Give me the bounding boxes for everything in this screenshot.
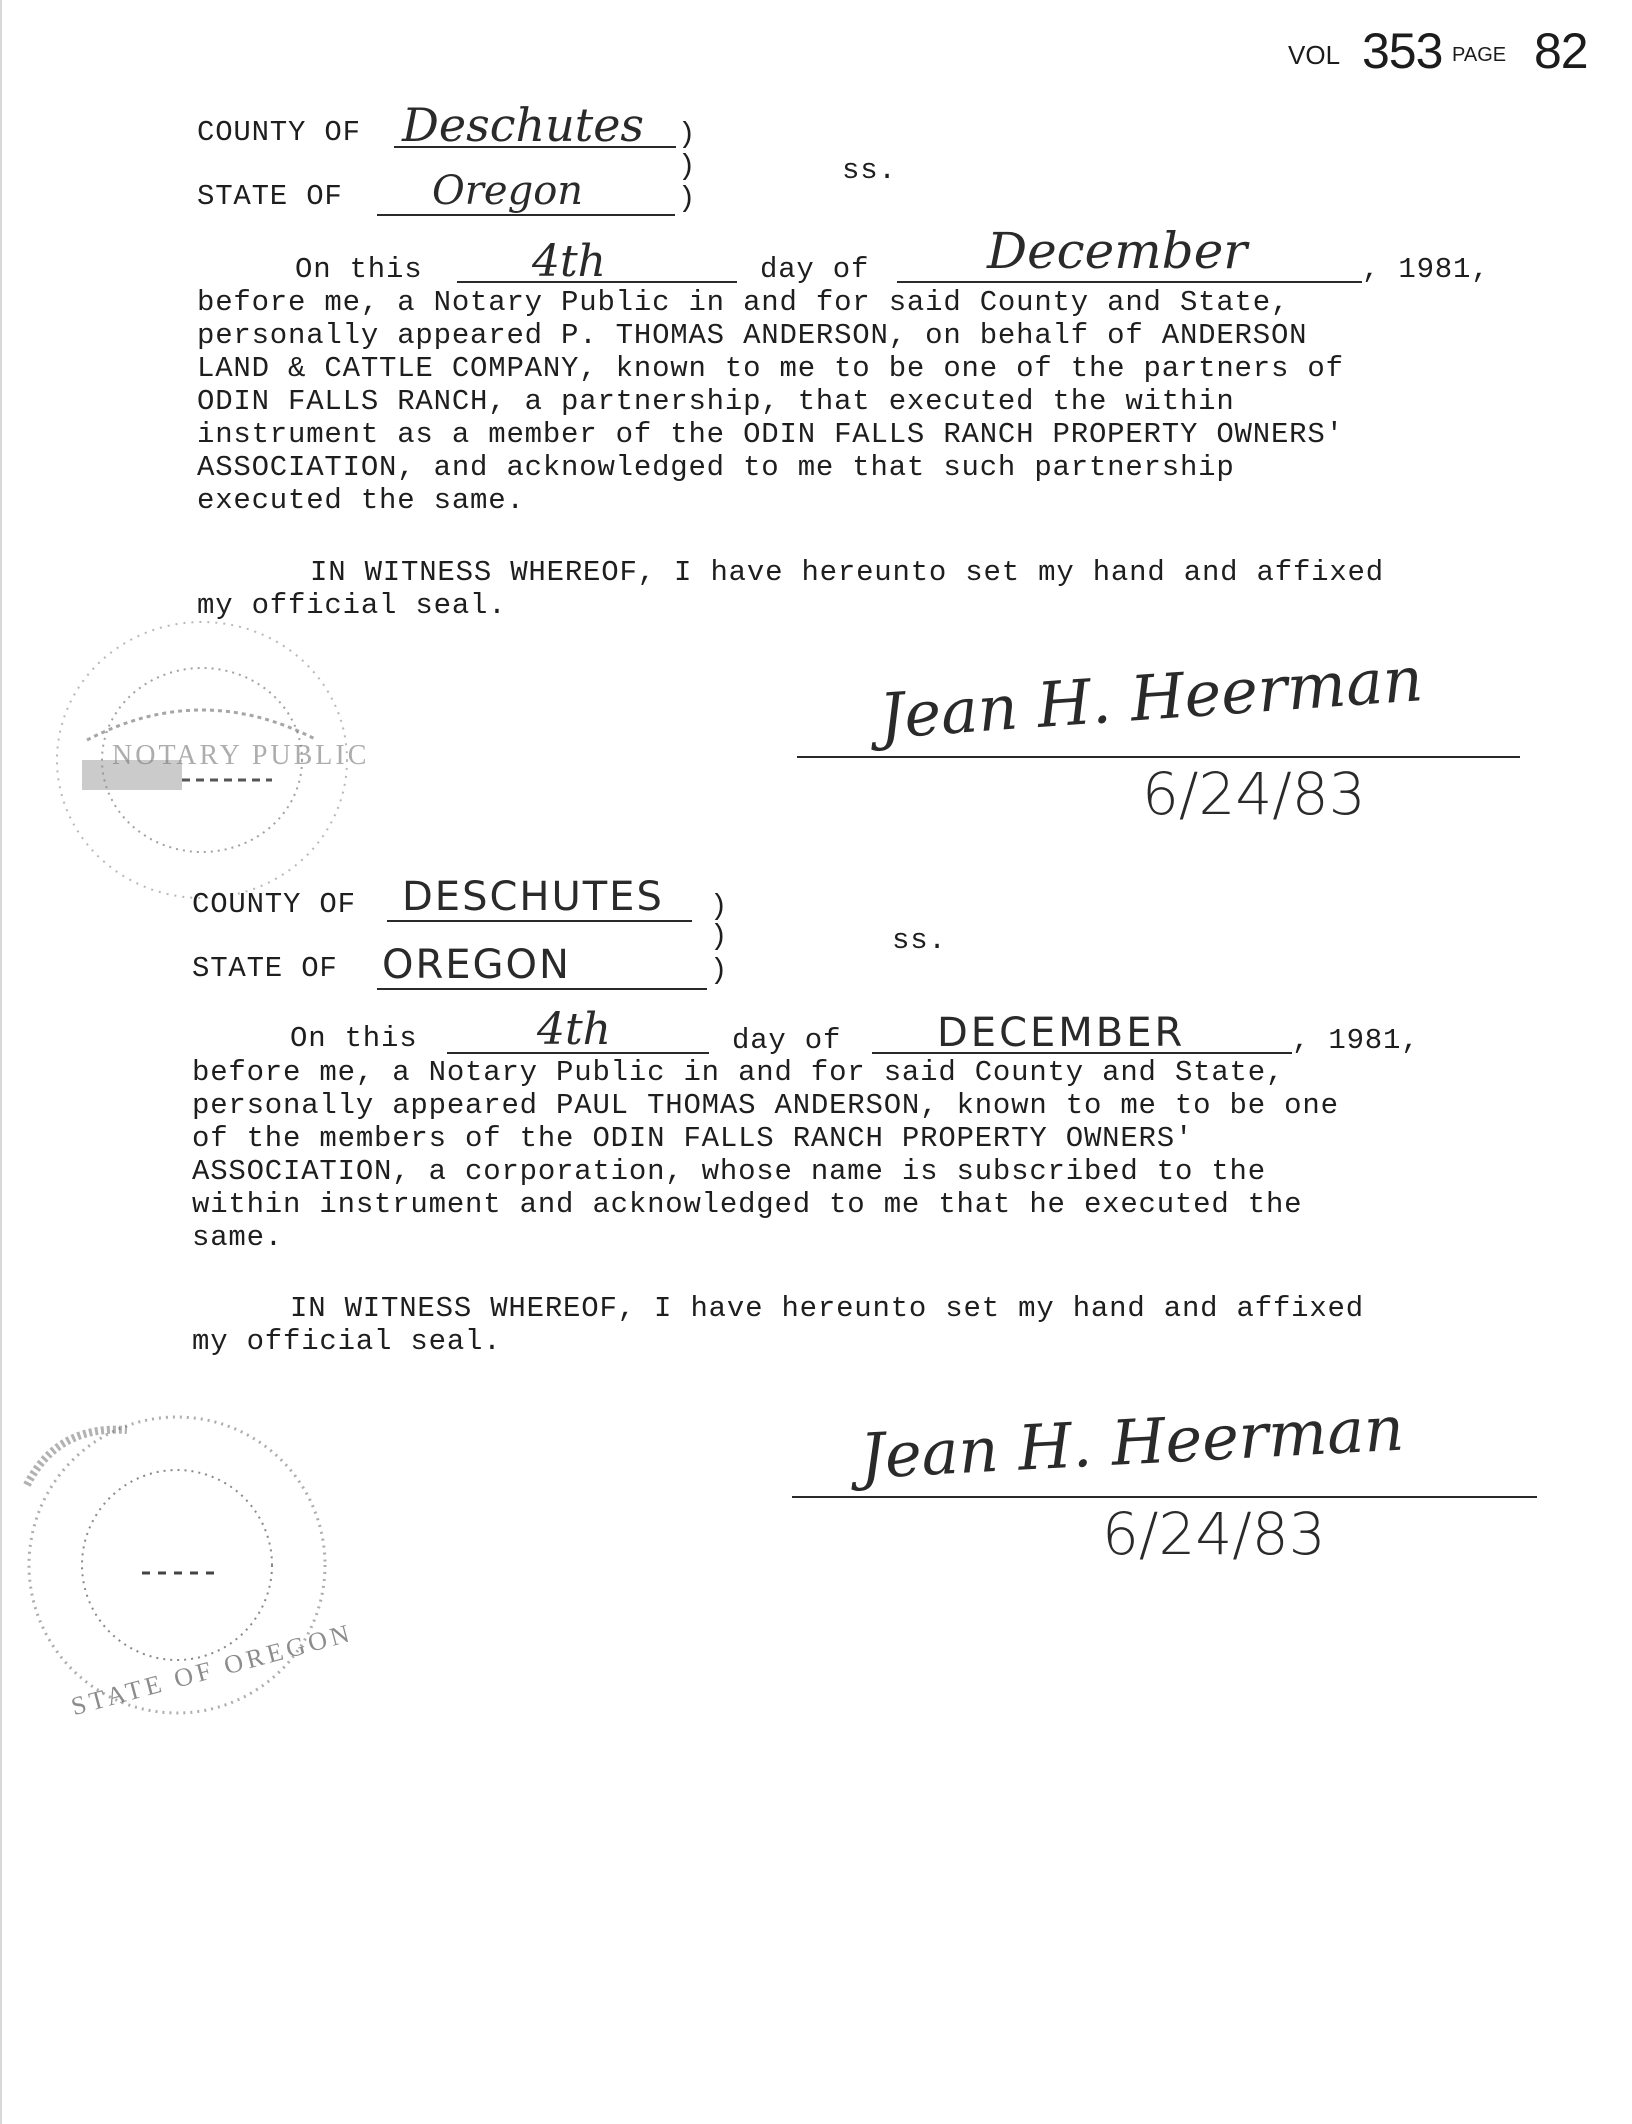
state-value: Oregon xyxy=(432,168,584,214)
month-value: DECEMBER xyxy=(937,1010,1186,1056)
month-value: December xyxy=(987,222,1248,280)
body-line: ASSOCIATION, a corporation, whose name is subscribed to the xyxy=(192,1155,1266,1188)
signature-underline xyxy=(792,1496,1537,1498)
body-line: ASSOCIATION, and acknowledged to me that such partnership xyxy=(197,451,1235,484)
seal-graphic xyxy=(42,610,362,910)
county-underline xyxy=(387,920,692,922)
body-line: before me, a Notary Public in and for said County and State, xyxy=(197,286,1290,319)
year-label: , 1981, xyxy=(1292,1024,1420,1057)
seal-graphic xyxy=(17,1405,337,1725)
day-underline xyxy=(457,281,737,283)
vol-label: VOL xyxy=(1288,40,1341,70)
page-number: 82 xyxy=(1534,23,1588,79)
day-of-label: day of xyxy=(760,253,870,286)
body-line: of the members of the ODIN FALLS RANCH PROPERTY OWNERS' xyxy=(192,1122,1194,1155)
bracket: ) xyxy=(678,182,697,215)
bracket: ) xyxy=(678,118,697,151)
state-underline xyxy=(377,988,707,990)
body-line: LAND & CATTLE COMPANY, known to me to be one of the partners of xyxy=(197,352,1344,385)
bracket: ) xyxy=(678,150,697,183)
witness-line: my official seal. xyxy=(197,589,507,622)
notary-signature: Jean H. Heerman xyxy=(876,642,1426,753)
month-underline xyxy=(897,281,1362,283)
bracket: ) xyxy=(710,890,729,923)
body-line: within instrument and acknowledged to me that he executed the xyxy=(192,1188,1303,1221)
body-line: ODIN FALLS RANCH, a partnership, that executed the within xyxy=(197,385,1235,418)
state-value: OREGON xyxy=(382,942,571,988)
body-line: instrument as a member of the ODIN FALLS RANCH PROPERTY OWNERS' xyxy=(197,418,1344,451)
county-label: COUNTY OF xyxy=(197,116,361,149)
on-this-label: On this xyxy=(290,1022,418,1055)
bracket: ) xyxy=(710,954,729,987)
county-underline xyxy=(394,146,676,148)
county-label: COUNTY OF xyxy=(192,888,356,921)
notary-signature: Jean H. Heerman xyxy=(858,1391,1406,1493)
page-label: PAGE xyxy=(1452,44,1507,66)
acknowledgment-body-2 xyxy=(192,1056,1339,1254)
witness-line: IN WITNESS WHEREOF, I have hereunto set my hand and affixed xyxy=(310,556,1384,589)
month-underline xyxy=(872,1052,1292,1054)
signature-date: 6/24/83 xyxy=(1142,760,1366,828)
on-this-label: On this xyxy=(295,253,423,286)
witness-line: IN WITNESS WHEREOF, I have hereunto set my hand and affixed xyxy=(290,1292,1364,1325)
seal-text: STATE OF OREGON xyxy=(68,1617,357,1722)
body-line: personally appeared PAUL THOMAS ANDERSON, known to me to be one xyxy=(192,1089,1339,1122)
signature-underline xyxy=(797,756,1520,758)
state-underline xyxy=(377,214,675,216)
state-label: STATE OF xyxy=(192,952,338,985)
day-of-label: day of xyxy=(732,1024,842,1057)
seal-text: NOTARY PUBLIC xyxy=(112,740,370,771)
body-line: executed the same. xyxy=(197,484,525,517)
vol-number: 353 xyxy=(1362,23,1443,79)
state-label: STATE OF xyxy=(197,180,343,213)
day-underline xyxy=(447,1052,709,1054)
ss-label: ss. xyxy=(892,924,947,957)
body-line: personally appeared P. THOMAS ANDERSON, on behalf of ANDERSON xyxy=(197,319,1308,352)
witness-line: my official seal. xyxy=(192,1325,502,1358)
notary-seal-1 xyxy=(42,610,370,910)
county-value: Deschutes xyxy=(402,98,645,152)
county-value: DESCHUTES xyxy=(402,874,664,920)
bracket: ) xyxy=(710,920,729,953)
body-line: before me, a Notary Public in and for said County and State, xyxy=(192,1056,1285,1089)
day-value: 4th xyxy=(537,1004,612,1055)
day-value: 4th xyxy=(532,236,607,287)
acknowledgment-body-1 xyxy=(197,286,1344,517)
notary-seal-2 xyxy=(17,1405,357,1725)
witness-clause-1 xyxy=(197,556,1384,622)
signature-date: 6/24/83 xyxy=(1102,1500,1326,1568)
ss-label: ss. xyxy=(842,154,897,187)
witness-clause-2 xyxy=(192,1292,1364,1358)
year-label: , 1981, xyxy=(1362,253,1490,286)
body-line: same. xyxy=(192,1221,284,1254)
